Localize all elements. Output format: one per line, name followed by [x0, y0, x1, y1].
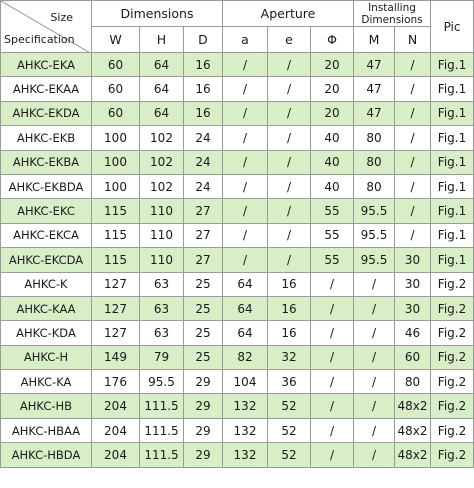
- header-row-groups: [1, 1, 474, 27]
- col-header-h: H: [140, 27, 184, 53]
- phi-cell: 40: [311, 126, 354, 150]
- d-cell: 29: [184, 418, 223, 442]
- h-cell: 111.5: [140, 443, 184, 467]
- e-cell: /: [268, 223, 311, 247]
- h-cell: 110: [140, 223, 184, 247]
- phi-cell: /: [311, 394, 354, 418]
- w-cell: 60: [92, 53, 140, 77]
- spec-cell: AHKC-EKCA: [1, 223, 92, 247]
- spec-cell: AHKC-HBDA: [1, 443, 92, 467]
- w-cell: 204: [92, 443, 140, 467]
- table-body: [1, 53, 474, 468]
- pic-cell: Fig.2: [431, 321, 474, 345]
- pic-cell: Fig.2: [431, 394, 474, 418]
- w-cell: 60: [92, 101, 140, 125]
- table-row: [1, 126, 474, 150]
- pic-cell: Fig.2: [431, 272, 474, 296]
- table-row: [1, 394, 474, 418]
- table-row: [1, 174, 474, 198]
- table-row: [1, 321, 474, 345]
- n-cell: 60: [395, 345, 431, 369]
- spec-cell: AHKC-EKCDA: [1, 248, 92, 272]
- e-cell: 32: [268, 345, 311, 369]
- w-cell: 100: [92, 126, 140, 150]
- phi-cell: /: [311, 443, 354, 467]
- e-cell: /: [268, 199, 311, 223]
- w-cell: 115: [92, 248, 140, 272]
- m-cell: 95.5: [354, 223, 395, 247]
- w-cell: 115: [92, 223, 140, 247]
- phi-cell: 55: [311, 199, 354, 223]
- m-cell: 80: [354, 126, 395, 150]
- w-cell: 115: [92, 199, 140, 223]
- d-cell: 29: [184, 370, 223, 394]
- phi-cell: 55: [311, 223, 354, 247]
- table-row: [1, 345, 474, 369]
- pic-cell: Fig.1: [431, 223, 474, 247]
- d-cell: 29: [184, 443, 223, 467]
- d-cell: 24: [184, 174, 223, 198]
- pic-cell: Fig.1: [431, 150, 474, 174]
- col-header-m: M: [354, 27, 395, 53]
- w-cell: 60: [92, 77, 140, 101]
- n-cell: /: [395, 223, 431, 247]
- col-header-d: D: [184, 27, 223, 53]
- a-cell: /: [223, 199, 268, 223]
- n-cell: /: [395, 174, 431, 198]
- m-cell: /: [354, 418, 395, 442]
- m-cell: /: [354, 443, 395, 467]
- d-cell: 25: [184, 345, 223, 369]
- pic-cell: Fig.2: [431, 345, 474, 369]
- h-cell: 102: [140, 174, 184, 198]
- table-row: [1, 199, 474, 223]
- n-cell: 30: [395, 272, 431, 296]
- a-cell: /: [223, 77, 268, 101]
- table-row: [1, 418, 474, 442]
- d-cell: 24: [184, 150, 223, 174]
- m-cell: /: [354, 394, 395, 418]
- spec-cell: AHKC-EKA: [1, 53, 92, 77]
- h-cell: 102: [140, 126, 184, 150]
- a-cell: 64: [223, 321, 268, 345]
- h-cell: 111.5: [140, 418, 184, 442]
- h-cell: 63: [140, 272, 184, 296]
- col-header-n: N: [395, 27, 431, 53]
- table-row: [1, 443, 474, 467]
- a-cell: 132: [223, 443, 268, 467]
- m-cell: 80: [354, 174, 395, 198]
- a-cell: /: [223, 126, 268, 150]
- e-cell: /: [268, 53, 311, 77]
- m-cell: /: [354, 321, 395, 345]
- phi-cell: /: [311, 272, 354, 296]
- pic-cell: Fig.1: [431, 248, 474, 272]
- n-cell: 48x2: [395, 443, 431, 467]
- n-cell: /: [395, 126, 431, 150]
- spec-cell: AHKC-EKBDA: [1, 174, 92, 198]
- h-cell: 111.5: [140, 394, 184, 418]
- d-cell: 16: [184, 77, 223, 101]
- spec-cell: AHKC-EKAA: [1, 77, 92, 101]
- table-row: [1, 248, 474, 272]
- h-cell: 63: [140, 296, 184, 320]
- spec-cell: AHKC-EKB: [1, 126, 92, 150]
- h-cell: 79: [140, 345, 184, 369]
- spec-cell: AHKC-EKBA: [1, 150, 92, 174]
- table-row: [1, 101, 474, 125]
- w-cell: 100: [92, 150, 140, 174]
- a-cell: /: [223, 174, 268, 198]
- n-cell: /: [395, 53, 431, 77]
- table-row: [1, 370, 474, 394]
- table-row: [1, 77, 474, 101]
- installing-dimensions-group-header: Installing Dimensions: [354, 1, 431, 27]
- phi-cell: 20: [311, 101, 354, 125]
- e-cell: 16: [268, 296, 311, 320]
- phi-cell: 40: [311, 174, 354, 198]
- a-cell: /: [223, 53, 268, 77]
- pic-cell: Fig.1: [431, 101, 474, 125]
- spec-cell: AHKC-KDA: [1, 321, 92, 345]
- d-cell: 27: [184, 223, 223, 247]
- a-cell: /: [223, 248, 268, 272]
- spec-cell: AHKC-HB: [1, 394, 92, 418]
- pic-header: Pic: [431, 1, 474, 53]
- d-cell: 16: [184, 53, 223, 77]
- h-cell: 64: [140, 101, 184, 125]
- w-cell: 204: [92, 394, 140, 418]
- d-cell: 24: [184, 126, 223, 150]
- spec-cell: AHKC-H: [1, 345, 92, 369]
- phi-cell: /: [311, 321, 354, 345]
- pic-cell: Fig.1: [431, 53, 474, 77]
- m-cell: /: [354, 296, 395, 320]
- pic-cell: Fig.1: [431, 77, 474, 101]
- col-header-w: W: [92, 27, 140, 53]
- h-cell: 110: [140, 199, 184, 223]
- spec-cell: AHKC-KAA: [1, 296, 92, 320]
- size-label: Size: [50, 11, 73, 24]
- pic-cell: Fig.1: [431, 126, 474, 150]
- corner-header-cell: [1, 1, 92, 53]
- specification-label: Specification: [4, 33, 75, 46]
- pic-cell: Fig.2: [431, 296, 474, 320]
- d-cell: 27: [184, 248, 223, 272]
- phi-cell: 20: [311, 77, 354, 101]
- w-cell: 204: [92, 418, 140, 442]
- h-cell: 64: [140, 53, 184, 77]
- d-cell: 25: [184, 321, 223, 345]
- phi-cell: /: [311, 418, 354, 442]
- e-cell: /: [268, 126, 311, 150]
- e-cell: 36: [268, 370, 311, 394]
- a-cell: 64: [223, 296, 268, 320]
- table-row: [1, 296, 474, 320]
- n-cell: 30: [395, 296, 431, 320]
- a-cell: 82: [223, 345, 268, 369]
- phi-cell: /: [311, 345, 354, 369]
- spec-cell: AHKC-K: [1, 272, 92, 296]
- n-cell: 46: [395, 321, 431, 345]
- e-cell: 52: [268, 443, 311, 467]
- e-cell: 16: [268, 321, 311, 345]
- d-cell: 27: [184, 199, 223, 223]
- d-cell: 29: [184, 394, 223, 418]
- col-header-e: e: [268, 27, 311, 53]
- n-cell: 48x2: [395, 418, 431, 442]
- a-cell: 132: [223, 394, 268, 418]
- e-cell: /: [268, 174, 311, 198]
- n-cell: 48x2: [395, 394, 431, 418]
- a-cell: 104: [223, 370, 268, 394]
- h-cell: 64: [140, 77, 184, 101]
- e-cell: /: [268, 150, 311, 174]
- col-header-a: a: [223, 27, 268, 53]
- pic-cell: Fig.1: [431, 199, 474, 223]
- n-cell: /: [395, 150, 431, 174]
- e-cell: /: [268, 248, 311, 272]
- phi-cell: 20: [311, 53, 354, 77]
- phi-cell: 55: [311, 248, 354, 272]
- a-cell: 132: [223, 418, 268, 442]
- e-cell: 52: [268, 418, 311, 442]
- w-cell: 127: [92, 321, 140, 345]
- m-cell: /: [354, 370, 395, 394]
- m-cell: /: [354, 272, 395, 296]
- w-cell: 127: [92, 296, 140, 320]
- table-row: [1, 53, 474, 77]
- d-cell: 16: [184, 101, 223, 125]
- m-cell: 95.5: [354, 199, 395, 223]
- a-cell: /: [223, 150, 268, 174]
- m-cell: 95.5: [354, 248, 395, 272]
- table-row: [1, 223, 474, 247]
- table-row: [1, 150, 474, 174]
- h-cell: 63: [140, 321, 184, 345]
- col-header-phi: Φ: [311, 27, 354, 53]
- h-cell: 102: [140, 150, 184, 174]
- m-cell: 47: [354, 101, 395, 125]
- a-cell: /: [223, 223, 268, 247]
- pic-cell: Fig.2: [431, 370, 474, 394]
- phi-cell: 40: [311, 150, 354, 174]
- n-cell: /: [395, 77, 431, 101]
- pic-cell: Fig.1: [431, 174, 474, 198]
- h-cell: 95.5: [140, 370, 184, 394]
- pic-cell: Fig.2: [431, 418, 474, 442]
- phi-cell: /: [311, 296, 354, 320]
- n-cell: 80: [395, 370, 431, 394]
- h-cell: 110: [140, 248, 184, 272]
- e-cell: /: [268, 101, 311, 125]
- spec-cell: AHKC-EKDA: [1, 101, 92, 125]
- m-cell: 80: [354, 150, 395, 174]
- w-cell: 176: [92, 370, 140, 394]
- e-cell: /: [268, 77, 311, 101]
- e-cell: 16: [268, 272, 311, 296]
- pic-cell: Fig.2: [431, 443, 474, 467]
- a-cell: 64: [223, 272, 268, 296]
- dimensions-group-header: Dimensions: [92, 1, 223, 27]
- m-cell: 47: [354, 53, 395, 77]
- n-cell: /: [395, 101, 431, 125]
- n-cell: /: [395, 199, 431, 223]
- e-cell: 52: [268, 394, 311, 418]
- phi-cell: /: [311, 370, 354, 394]
- w-cell: 149: [92, 345, 140, 369]
- d-cell: 25: [184, 296, 223, 320]
- w-cell: 127: [92, 272, 140, 296]
- w-cell: 100: [92, 174, 140, 198]
- d-cell: 25: [184, 272, 223, 296]
- n-cell: 30: [395, 248, 431, 272]
- a-cell: /: [223, 101, 268, 125]
- m-cell: /: [354, 345, 395, 369]
- spec-cell: AHKC-EKC: [1, 199, 92, 223]
- spec-cell: AHKC-HBAA: [1, 418, 92, 442]
- aperture-group-header: Aperture: [223, 1, 354, 27]
- spec-cell: AHKC-KA: [1, 370, 92, 394]
- table-row: [1, 272, 474, 296]
- m-cell: 47: [354, 77, 395, 101]
